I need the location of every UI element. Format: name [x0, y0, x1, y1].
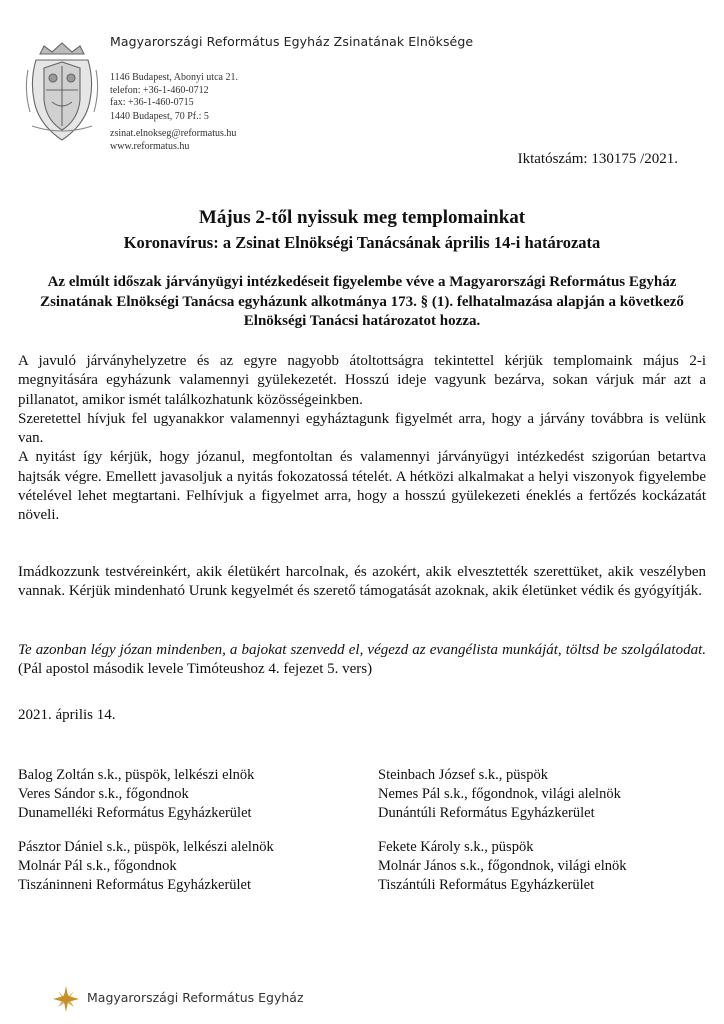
organization-name: Magyarországi Református Egyház Zsinatának Elnöksége	[110, 34, 474, 49]
signatory-bishop: Pásztor Dániel s.k., püspök, lelkészi alelnök	[18, 839, 274, 855]
website: www.reformatus.hu	[110, 140, 190, 152]
signatory-bishop: Steinbach József s.k., püspök	[378, 767, 548, 783]
bible-reference: (Pál apostol második levele Timóteushoz 4. fejezet 5. vers)	[18, 661, 373, 678]
street-address: 1146 Budapest, Abonyi utca 21.	[110, 72, 238, 83]
body-paragraph-1	[18, 352, 706, 526]
document-date: 2021. április 14.	[18, 707, 116, 723]
contact-block	[110, 72, 238, 110]
church-district: Tiszáninneni Református Egyházkerület	[18, 877, 252, 893]
signatory-curator: Molnár János s.k., főgondnok, világi elnök	[378, 858, 627, 874]
bible-quote-paragraph	[18, 641, 706, 680]
online-contact	[110, 128, 236, 153]
church-crest-icon	[22, 40, 102, 144]
footer-organization: Magyarországi Református Egyház	[87, 990, 304, 1005]
bible-quote: Te azonban légy józan mindenben, a bajokat szenvedd el, végezd az evangélista munkáját, töltsd be szolgálatodat.	[18, 642, 706, 658]
phone-number: telefon: +36-1-460-0712	[110, 84, 209, 96]
signature-block	[18, 838, 274, 895]
signatory-curator: Nemes Pál s.k., főgondnok, világi alelnök	[378, 786, 621, 802]
signatory-bishop: Fekete Károly s.k., püspök	[378, 839, 534, 855]
document-subtitle: Koronavírus: a Zsinat Elnökségi Tanácsának április 14-i határozata	[123, 233, 601, 252]
signatory-curator: Veres Sándor s.k., főgondnok	[18, 786, 189, 802]
fax-number: fax: +36-1-460-0715	[110, 97, 194, 109]
document-title: Május 2-től nyissuk meg templomainkat	[198, 207, 526, 228]
email-address: zsinat.elnokseg@reformatus.hu	[110, 128, 237, 139]
intro-paragraph: Az elmúlt időszak járványügyi intézkedéseit figyelembe véve a Magyarországi Református Egyház Zsinatának Elnökségi Tanácsa egyházunk alkotmánya 173. § (1). felhatalmazása alapján a következő Elnökségi Tanácsi határozatot hozza.	[40, 274, 684, 329]
body-paragraph-2: Imádkozzunk testvéreinkért, akik életükért harcolnak, és azokért, akik elvesztették szerettüket, akik veszélyben vannak. Kérjük mindenható Urunk kegyelmét és szerető támogatását azoknak, akik életünket védik és gyógyítják.	[18, 564, 706, 600]
body-sentence-group-3: A nyitást így kérjük, hogy józanul, megfontoltan és valamennyi járványügyi intézkedést szigorúan betartva hajtsák végre. Emellett javasoljuk a nyitás fokozatossá tételét. A hétközi alkalmakat a helyi viszonyok figyelembe vételével lehet megtartani. Felhívjuk a figyelmet arra, hogy a hosszú gyülekezeti éneklés a fertőzés kockázatát növeli.	[18, 449, 706, 524]
signatory-curator: Molnár Pál s.k., főgondnok	[18, 858, 177, 874]
church-district: Dunamelléki Református Egyházkerület	[18, 805, 252, 821]
postal-address: 1440 Budapest, 70 Pf.: 5	[110, 111, 209, 122]
signature-block	[18, 766, 254, 823]
signature-block	[378, 838, 627, 895]
signatory-bishop: Balog Zoltán s.k., püspök, lelkészi elnök	[18, 767, 255, 783]
body-sentence-group-1: A javuló járványhelyzetre és az egyre nagyobb átoltottságra tekintettel kérjük templomaink május 2-i megnyitására egyházunk valamennyi gyülekezetét. Hosszú ideje vagyunk bezárva, sokan várjuk már azt a pillanatot, amikor ismét találkozhatunk közösségeinkben.	[18, 353, 706, 408]
church-district: Tiszántúli Református Egyházkerület	[378, 877, 595, 893]
signature-block	[378, 766, 621, 823]
star-logo-icon	[52, 985, 80, 1013]
body-sentence-group-2: Szeretettel hívjuk fel ugyanakkor valamennyi egyháztagunk figyelmét arra, hogy a járvány továbbra is velünk van.	[18, 410, 706, 447]
church-district: Dunántúli Református Egyházkerület	[378, 805, 595, 821]
registration-number: Iktatószám: 130175 /2021.	[517, 151, 678, 167]
